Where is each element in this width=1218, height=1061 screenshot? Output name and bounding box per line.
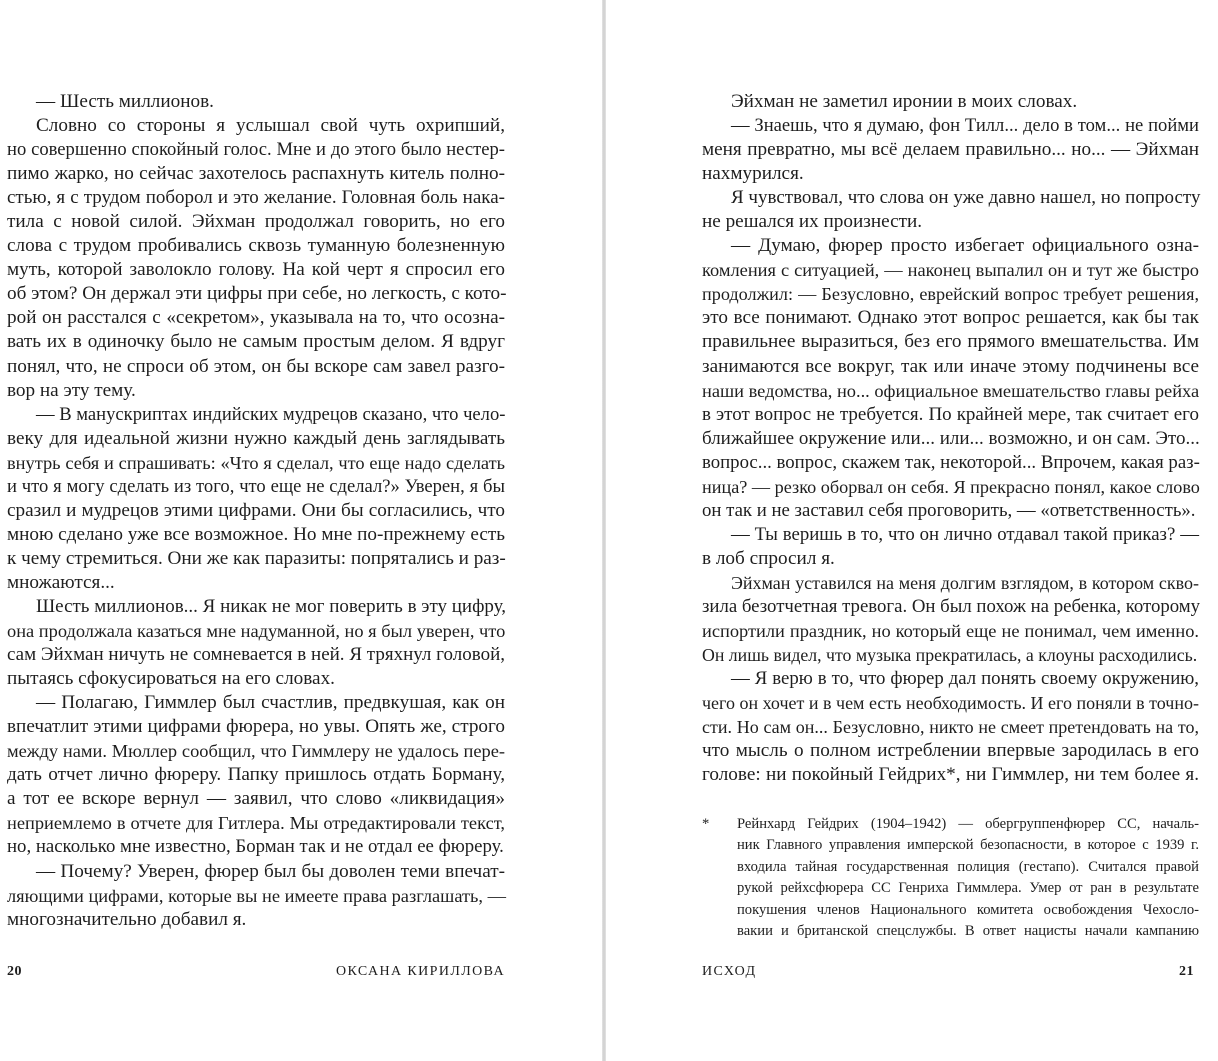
text-line: правильнее выразиться, без его прямого вмешательства. Им [702,331,1199,353]
text-line: вать их в одиночку было не самым простым делом. Я вдруг [7,331,505,353]
footnote-line: Рейнхард Гейдрих (1904–1942) — обергруппенфюрер СС, началь- [737,816,1199,832]
text-line: понял, что, не спроси об этом, он бы вскоре сам завел разго- [7,355,505,377]
text-line: многозначительно добавил я. [7,908,247,930]
text-line: ляющими цифрами, которые вы не имеете права разглашать, — [7,885,507,906]
text-line: он так и не заставил себя проговорить, — «ответственность». [702,499,1196,521]
text-line: пимо жарко, но сейчас захотелось распахнуть китель полно- [7,163,505,185]
text-line: веку для идеальной жизни нужно каждый день заглядывать [7,427,505,449]
text-line: впечатлит этими цифрами фюрера, но увы. Опять же, строго [7,716,505,738]
text-line: Он лишь видел, что музыка прекратилась, а клоуны расходились. [702,645,1198,666]
footnote-line: ник Главного управления имперской безопасности, в которое с 1939 г. [737,837,1199,854]
text-line: — Полагаю, Гиммлер был счастлив, предвкушая, как он [36,692,505,714]
text-line: не решался их произнести. [702,211,923,233]
text-line: сам Эйхман ничуть не сомневается в ней. Я тряхнул головой, [7,644,505,666]
text-line: — Почему? Уверен, фюрер был бы доволен теми впечат- [36,860,505,882]
footnote-line: входила тайная государственная полиция (гестапо). Считался правой [737,858,1199,875]
text-line: в этот вопрос не требуется. По крайней мере, так считает его [702,403,1199,425]
footnote [702,814,1199,942]
text-line: об этом? Он держал эти цифры при себе, но легкость, с кото- [7,283,507,305]
text-line: между нами. Мюллер сообщил, что Гиммлеру не удалось пере- [7,741,505,762]
text-line: — Знаешь, что я думаю, фон Тилл... дело в том... не пойми [731,115,1199,137]
text-line: Эйхман уставился на меня долгим взглядом, в котором скво- [731,572,1199,593]
text-line: муть, которой заволокло голову. На кой черт я спросил его [7,259,505,281]
text-line: вор на эту тему. [7,379,136,401]
text-line: наши ведомства, но... официальное вмешательство главы рейха [702,380,1200,401]
text-line: Эйхман не заметил иронии в моих словах. [731,91,1078,112]
text-line: это все понимают. Однако этот вопрос решается, как бы так [702,307,1199,329]
text-line: к чему стремиться. Они же как паразиты: попрятались и раз- [7,547,506,569]
right-running-head-title: ИСХОД [702,964,757,979]
text-line: меня превратно, мы всё делаем правильно... но... — Эйхман [702,139,1199,161]
right-page [606,0,1218,1061]
text-line: стью, я с трудом поборол и это желание. Головная боль нака- [7,187,505,209]
text-line: мною сделано уже все возможное. Но мне по-прежнему есть [7,523,505,545]
text-line: и что я могу сделать из того, что еще не сделал?» Уверен, я бы [7,475,505,497]
text-line: Словно со стороны я услышал свой чуть охрипший, [36,115,505,137]
text-line: занимаются все вокруг, так или иначе этому подчинены все [702,355,1199,377]
text-line: продолжил: — Безусловно, еврейский вопрос требует решения, [702,284,1199,305]
text-line: тила с новой силой. Эйхман продолжал говорить, но его [7,211,505,233]
text-line: Я чувствовал, что слова он уже давно нашел, но попросту [731,187,1201,209]
text-line: — Шесть миллионов. [36,91,214,112]
text-line: — В манускриптах индийских мудрецов сказано, что чело- [36,403,506,425]
footnote-line: покушения членов Национального комитета освобождения Чехосло- [737,901,1199,918]
text-line: нахмурился. [702,163,804,185]
text-line: в лоб спросил я. [702,547,835,569]
footnote-mark: * [702,816,710,832]
text-line: что мысль о полном истреблении впервые зародилась в его [702,740,1199,762]
text-line: ближайшее окружение или... или... возможно, и он сам. Это... [702,427,1200,449]
left-page [0,0,602,1061]
right-page-body-text [702,90,1199,787]
text-line: — Думаю, фюрер просто избегает официального озна- [731,235,1199,257]
text-line: Шесть миллионов... Я никак не мог поверить в эту цифру, [36,595,506,617]
text-line: сти. Но сам он... Безусловно, никто не смеет претендовать на то, [702,717,1199,738]
text-line: но, насколько мне известно, Борман так и не отдал ее фюреру. [7,836,504,858]
footnote-line: рукой рейхсфюрера СС Генриха Гиммлера. Умер от ран в результате [737,880,1199,897]
text-line: рой он расстался с «секретом», указывала на то, что осозна- [7,307,505,329]
text-line: — Я верю в то, что фюрер дал понять своему окружению, [731,668,1199,690]
text-line: слова с трудом пробивались сквозь туманную болезненную [7,235,505,257]
text-line: сразил и мудрецов этими цифрами. Они бы согласились, что [7,499,505,521]
text-line: комления с ситуацией, — наконец выпалил он и тут же быстро [702,260,1199,281]
text-line: внутрь себя и спрашивать: «Что я сделал, что еще надо сделать [7,452,505,473]
text-line: а тот ее вскоре вернул — заявил, что слово «ликвидация» [7,788,505,810]
left-running-head-author: ОКСАНА КИРИЛЛОВА [336,964,505,979]
text-line: но совершенно спокойный голос. Мне и до этого было нестер- [7,139,505,161]
text-line: вопрос... вопрос, скажем так, некоторой... Впрочем, какая раз- [702,451,1200,473]
text-line: множаются... [7,571,115,593]
text-line: она продолжала казаться мне надуманной, но я был уверен, что [7,621,506,642]
text-line: испортили праздник, но который еще не понимал, чем именно. [702,621,1199,642]
footnote-line: вакии и британской спецслужбы. В ответ нацисты начали кампанию [737,923,1199,940]
text-line: зила безотчетная тревога. Он был похож на ребенка, которому [702,595,1201,617]
left-page-number: 20 [7,964,22,979]
text-line: ница? — резко оборвал он себя. Я прекрасно понял, какое слово [702,476,1200,497]
text-line: — Ты веришь в то, что он лично отдавал такой приказ? — [731,523,1199,545]
left-page-body-text [7,90,505,932]
text-line: дать отчет лично фюреру. Папку пришлось отдать Борману, [7,764,505,786]
text-line: неприемлемо в отчете для Гитлера. Мы отредактировали текст, [7,813,505,834]
text-line: чего он хочет и в чем есть необходимость. И его поняли в точно- [702,693,1199,714]
footnote-text [737,814,1199,942]
text-line: голове: ни покойный Гейдрих*, ни Гиммлер, ни тем более я. [702,764,1199,786]
text-line: пытаясь сфокусироваться на его словах. [7,668,335,690]
right-page-number: 21 [1179,964,1194,979]
